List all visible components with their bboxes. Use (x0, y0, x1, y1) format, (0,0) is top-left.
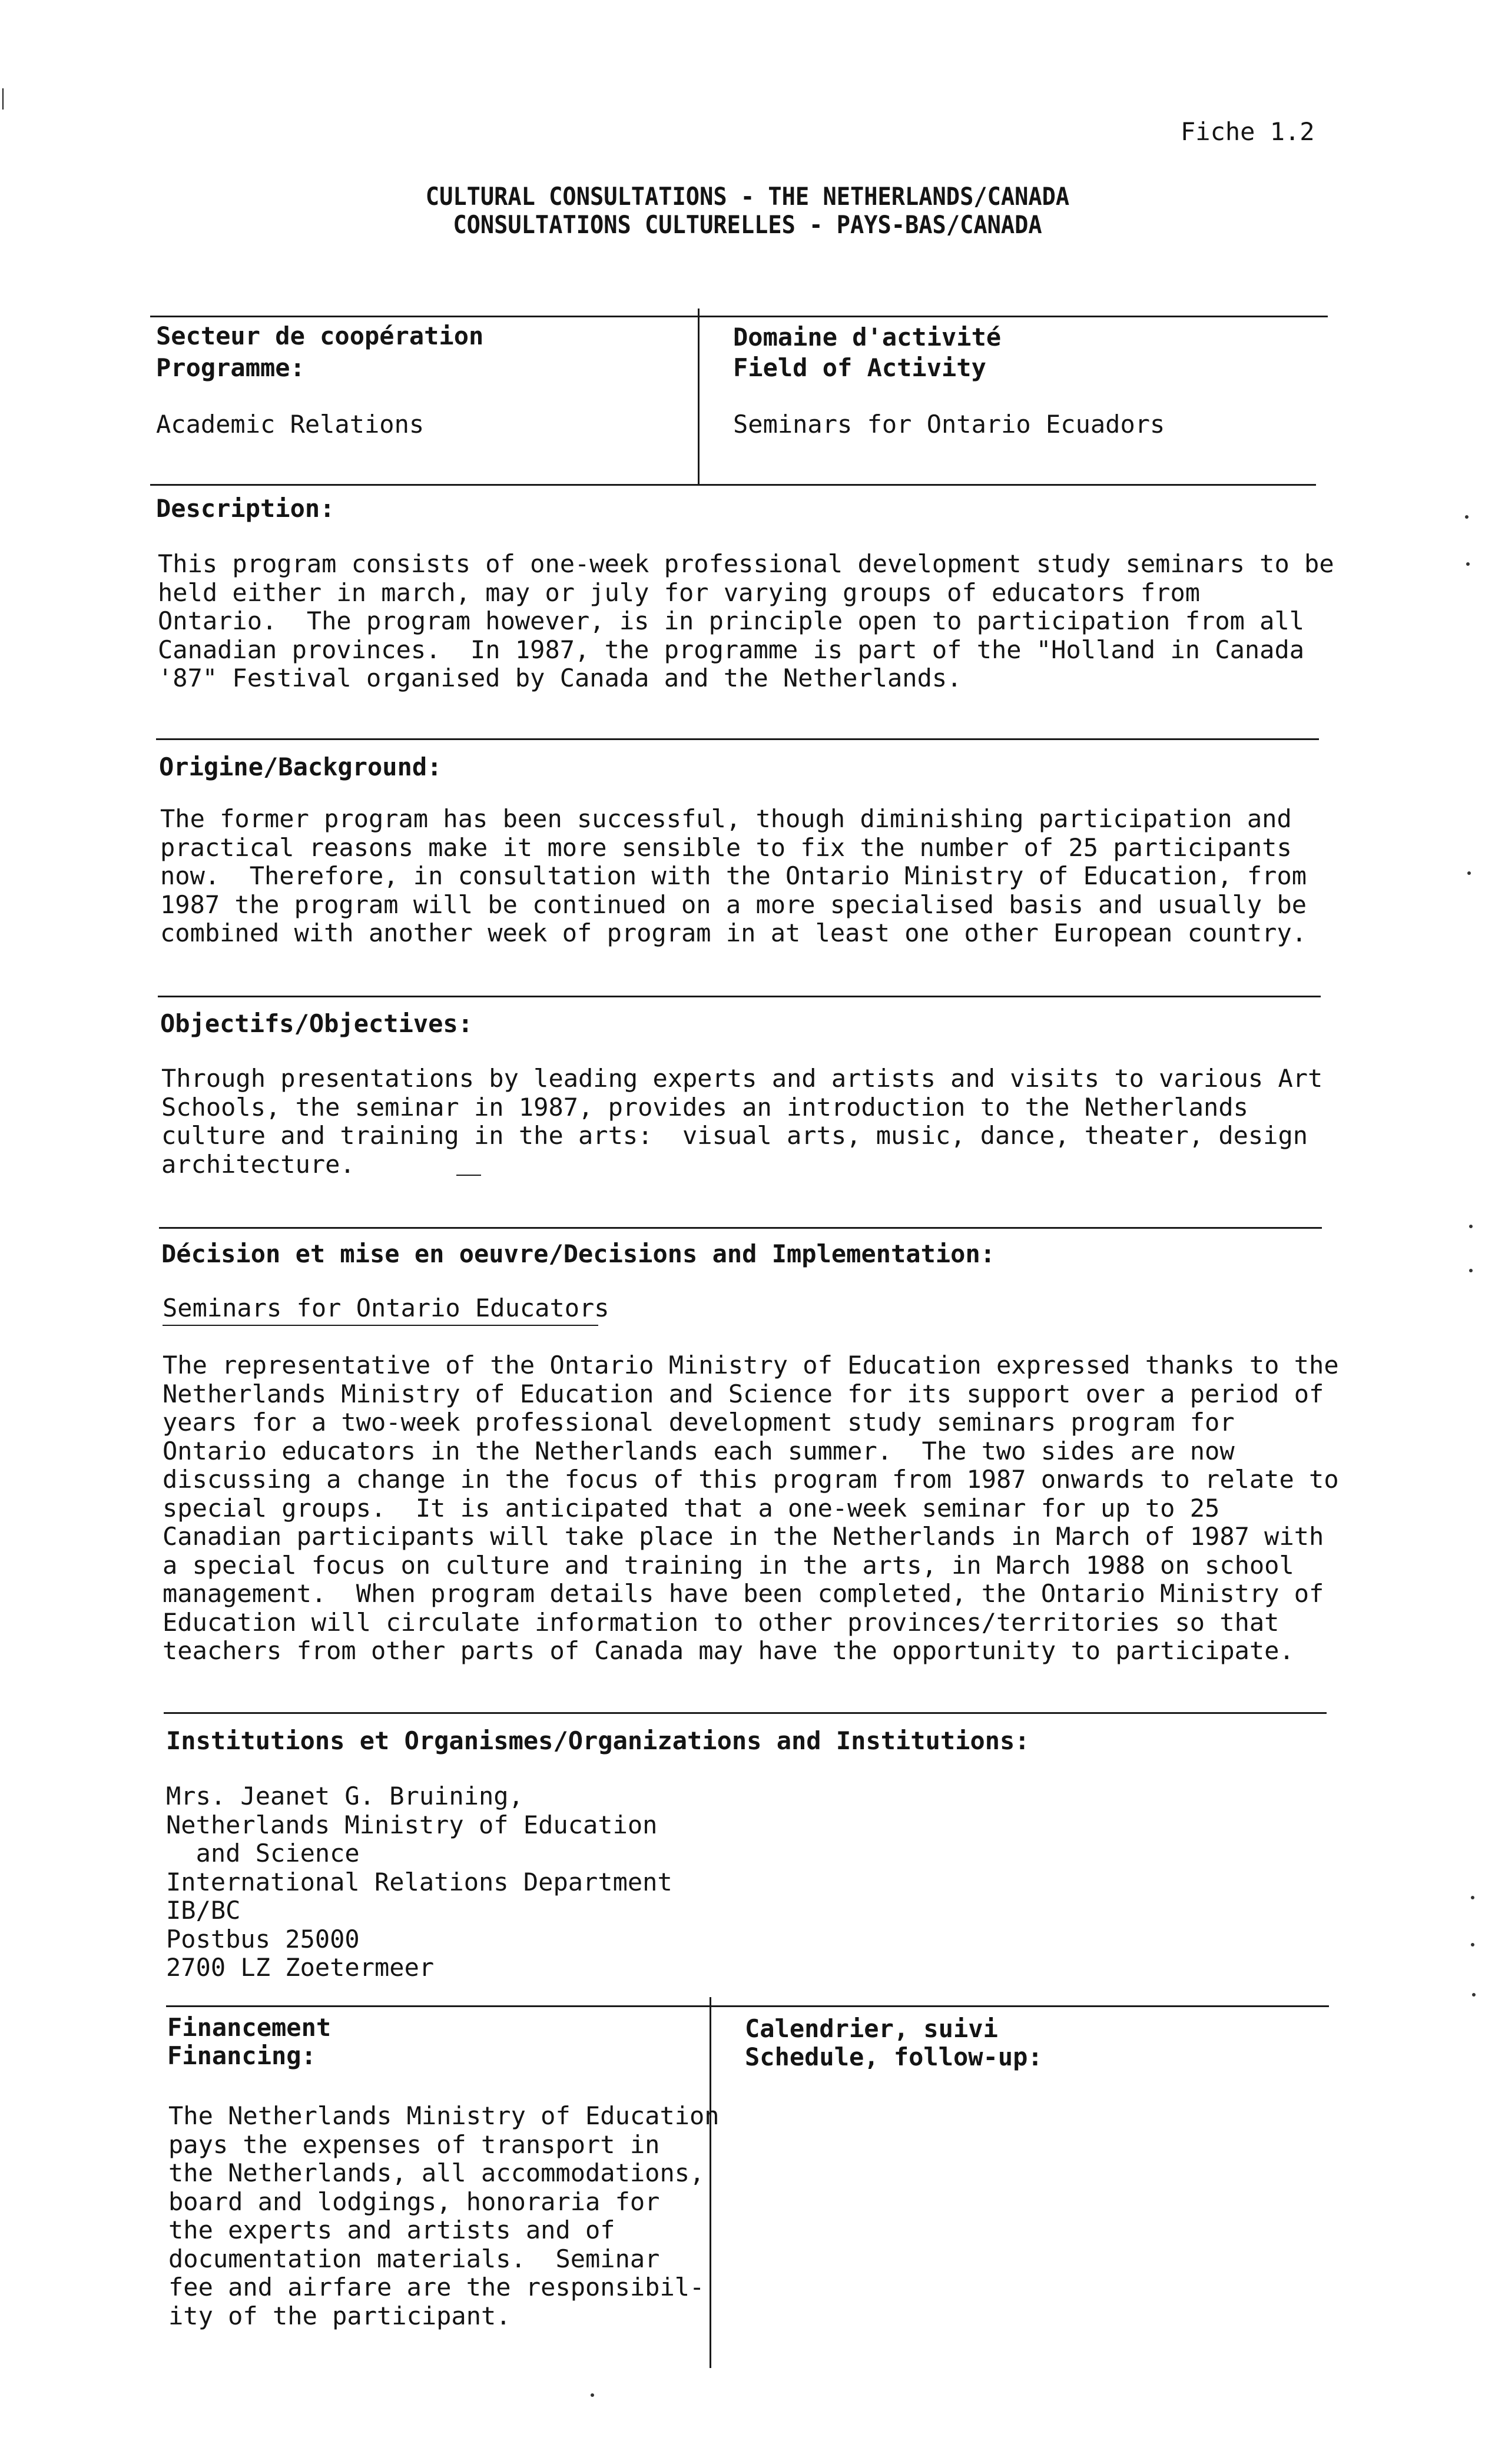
scan-speck (1465, 515, 1469, 519)
field-of-activity-value: Seminars for Ontario Ecuadors (733, 410, 1165, 439)
scan-speck (1469, 1269, 1473, 1272)
description-heading: Description: (156, 494, 335, 523)
scan-speck (1467, 871, 1471, 875)
description-line: This program consists of one-week professional development study seminars to be (158, 549, 1334, 578)
schedule-label-en: Schedule, follow-up: (745, 2042, 1043, 2071)
financing-line: the Netherlands, all accommodations, (168, 2158, 705, 2187)
description-line: '87" Festival organised by Canada and the Netherlands. (158, 664, 962, 692)
objectives-line: architecture. (161, 1149, 355, 1179)
decisions-line: management. When program details have been completed, the Ontario Ministry of (163, 1579, 1324, 1608)
sector-label: Secteur de coopération (156, 321, 484, 350)
objectives-line: Schools, the seminar in 1987, provides an introduction to the Netherlands (161, 1092, 1248, 1122)
programme-value: Academic Relations (156, 410, 425, 439)
financing-line: pays the expenses of transport in (168, 2130, 660, 2159)
financing-body (168, 2102, 720, 2330)
schedule-label-fr: Calendrier, suivi (745, 2014, 998, 2043)
institutions-heading: Institutions et Organismes/Organizations and Institutions: (166, 1726, 1030, 1755)
description-line: Canadian provinces. In 1987, the programme is part of the "Holland in Canada (158, 635, 1305, 664)
financing-line: fee and airfare are the responsibil- (168, 2273, 705, 2301)
field-of-activity-label: Field of Activity (733, 353, 986, 382)
objectives-line: culture and training in the arts: visual arts, music, dance, theater, design (161, 1121, 1308, 1150)
financing-line: The Netherlands Ministry of Education (168, 2101, 720, 2130)
financing-label-fr: Financement (167, 2013, 332, 2042)
section-rule-background (156, 738, 1319, 740)
objectives-body (161, 1064, 1322, 1179)
domain-label: Domaine d'activité (733, 323, 1002, 351)
decisions-heading: Décision et mise en oeuvre/Decisions and Implementation: (161, 1239, 996, 1268)
decisions-line: Canadian participants will take place in the Netherlands in March of 1987 with (163, 1522, 1324, 1551)
top-table-divider (698, 309, 700, 485)
decisions-line: a special focus on culture and training in the arts, in March 1988 on school (163, 1550, 1294, 1580)
decisions-body (163, 1351, 1339, 1666)
decisions-subheading: Seminars for Ontario Educators (163, 1294, 609, 1322)
section-rule-institutions (164, 1712, 1327, 1714)
address-line: Postbus 25000 (166, 1924, 360, 1954)
address-line: Mrs. Jeanet G. Bruining, (166, 1782, 523, 1810)
background-line: now. Therefore, in consultation with the Ontario Ministry of Education, from (160, 861, 1307, 890)
section-rule-description (150, 484, 1316, 486)
background-body (160, 805, 1307, 948)
section-rule-objectives (158, 996, 1321, 997)
decisions-line: Netherlands Ministry of Education and Science for its support over a period of (163, 1379, 1324, 1408)
financing-label-en: Financing: (167, 2041, 316, 2070)
decisions-line: teachers from other parts of Canada may have the opportunity to participate. (163, 1636, 1294, 1665)
decisions-line: Ontario educators in the Netherlands each summer. The two sides are now (163, 1436, 1235, 1465)
address-line: International Relations Department (166, 1867, 672, 1896)
section-rule-decisions (159, 1227, 1322, 1229)
institutions-address (166, 1782, 672, 1982)
background-line: The former program has been successful, though diminishing participation and (160, 804, 1292, 833)
address-line: and Science (166, 1839, 360, 1868)
background-line: combined with another week of program in at least one other European country. (160, 918, 1307, 947)
scan-speck (591, 2393, 594, 2397)
decisions-line: discussing a change in the focus of this program from 1987 onwards to relate to (163, 1465, 1339, 1494)
scan-speck (1472, 1993, 1476, 1997)
address-line: 2700 LZ Zoetermeer (166, 1953, 435, 1982)
objectives-heading: Objectifs/Objectives: (160, 1009, 473, 1038)
financing-line: board and lodgings, honoraria for (168, 2187, 660, 2216)
address-line: IB/BC (166, 1896, 241, 1925)
address-line: Netherlands Ministry of Education (166, 1810, 658, 1839)
description-body (158, 550, 1334, 693)
programme-label: Programme: (156, 353, 305, 382)
background-line: practical reasons make it more sensible to fix the number of 25 participants (160, 833, 1292, 862)
scan-edge-mark (2, 88, 4, 110)
background-line: 1987 the program will be continued on a more specialised basis and usually be (160, 890, 1307, 919)
financing-line: ity of the participant. (168, 2301, 511, 2330)
decisions-line: special groups. It is anticipated that a one-week seminar for up to 25 (163, 1493, 1220, 1523)
decisions-line: years for a two-week professional development study seminars program for (163, 1408, 1235, 1437)
fiche-number: Fiche 1.2 (1181, 117, 1315, 146)
description-line: held either in march, may or july for varying groups of educators from (158, 578, 1201, 607)
background-heading: Origine/Background: (159, 752, 442, 781)
scan-speck (1466, 562, 1470, 566)
financing-line: documentation materials. Seminar (168, 2244, 660, 2273)
dash-mark (456, 1175, 481, 1176)
bottom-table-rule (166, 2005, 1329, 2007)
decisions-line: The representative of the Ontario Ministry of Education expressed thanks to the (163, 1351, 1339, 1379)
description-line: Ontario. The program however, is in principle open to participation from all (158, 606, 1305, 635)
scan-speck (1469, 1225, 1473, 1228)
title-english: CULTURAL CONSULTATIONS - THE NETHERLANDS/CANADA (425, 182, 1070, 211)
financing-line: the experts and artists and of (168, 2216, 615, 2244)
top-table-rule (150, 316, 1328, 317)
title-french: CONSULTATIONS CULTURELLES - PAYS-BAS/CANADA (453, 210, 1042, 239)
scan-speck (1471, 1896, 1474, 1899)
subheading-underline (163, 1325, 598, 1326)
scan-speck (1471, 1943, 1474, 1946)
decisions-line: Education will circulate information to other provinces/territories so that (163, 1607, 1279, 1637)
objectives-line: Through presentations by leading experts and artists and visits to various Art (161, 1064, 1323, 1093)
